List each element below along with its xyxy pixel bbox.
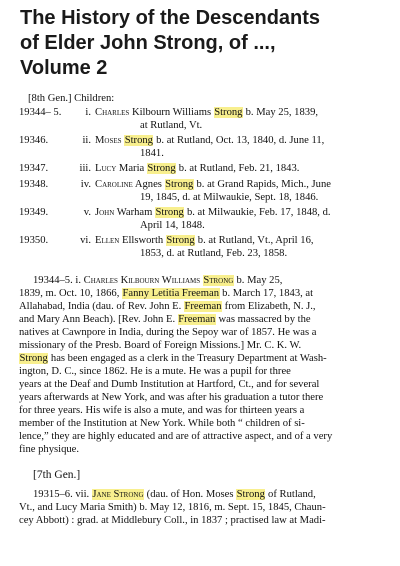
middle-name: Agnes [132, 179, 165, 190]
entry-roman: vi. [80, 235, 91, 246]
given-name: Ellen [95, 235, 120, 246]
surname-highlight: Strong [124, 135, 153, 146]
para-text: 1839, m. Oct. 10, 1866, [19, 288, 122, 299]
entry-text [95, 134, 324, 147]
entry-continuation: 1841. [140, 148, 164, 159]
entry-text [95, 106, 318, 119]
person-name-highlight: Jane Strong [92, 489, 144, 500]
given-name: Lucy [95, 163, 117, 174]
para-text: of Rutland, [265, 489, 316, 500]
surname-highlight: Strong [155, 207, 184, 218]
para-line [19, 300, 316, 313]
para-line: natives at Cawnpore in India, during the Sepoy war of 1857. He was a [19, 327, 317, 338]
entry-number: 19348. [19, 179, 49, 190]
title-line: Volume 2 [20, 57, 108, 79]
entry-detail: b. at Milwaukie, Feb. 17, 1848, d. [184, 207, 331, 218]
para-text: has been engaged as a clerk in the Treasury Department at Wash- [48, 353, 327, 364]
surname-highlight: Strong [165, 179, 194, 190]
para-line: cey Abbott) : grad. at Middlebury Coll., in 1837 ; practised law at Madi- [19, 515, 326, 526]
para-line: lence,” they are highly educated and are of attractive aspect, and of a very [19, 431, 333, 442]
given-name: Caroline [95, 179, 133, 190]
surname-highlight: Strong [166, 235, 195, 246]
para-text: from Elizabeth, N. J., [222, 301, 316, 312]
entry-number: 19350. [19, 235, 49, 246]
para-line: missionary of the Presb. Board of Foreign Missions.] Mr. C. K. W. [19, 340, 302, 351]
entry-text [95, 234, 314, 247]
given-name: Charles [95, 107, 130, 118]
middle-name: Ellsworth [119, 235, 166, 246]
para-text: and Mary Ann Beach). [Rev. John E. [19, 314, 178, 325]
entry-number: 19346. [19, 135, 49, 146]
surname-highlight: Strong [214, 107, 243, 118]
entry-detail: b. at Rutland, Vt., April 16, [195, 235, 314, 246]
para-line: ington, D. C., since 1862. He is a mute. He was a pupil for three [19, 366, 291, 377]
middle-name: Warham [114, 207, 156, 218]
entry-detail: b. May 25, 1839, [242, 107, 319, 118]
para-line: member of the Institution at New York. While both “ children of si- [19, 418, 305, 429]
para-line: fine physique. [19, 444, 80, 455]
entry-number: 19344–5. i. [33, 275, 84, 286]
entry-detail: b. at Rutland, Oct. 13, 1840, d. June 11, [153, 135, 325, 146]
surname-highlight: Strong [19, 353, 48, 364]
given-name: Moses [95, 135, 122, 146]
entry-roman: v. [83, 207, 91, 218]
entry-roman: iii. [79, 163, 91, 174]
entry-text [95, 178, 331, 191]
entry-continuation: 19, 1845, d. at Milwaukie, Sept. 18, 1846. [140, 192, 319, 203]
surname-highlight: Strong [203, 275, 234, 286]
surname-highlight: Freeman [184, 301, 222, 312]
entry-number: 19344– 5. [19, 107, 62, 118]
entry-detail: b. at Grand Rapids, Mich., June [193, 179, 331, 190]
middle-name: Kilbourn Williams [129, 107, 214, 118]
entry-continuation: April 14, 1848. [140, 220, 205, 231]
title-line: of Elder John Strong, of ..., [20, 32, 276, 54]
entry-number: 19347. [19, 163, 49, 174]
given-name: John [95, 207, 115, 218]
middle-name: Maria [116, 163, 147, 174]
para-line [19, 313, 311, 326]
para-text: (dau. of Hon. Moses [144, 489, 237, 500]
book-title [20, 6, 392, 81]
para-text: b. May 25, [233, 275, 283, 286]
surname-highlight: Strong [236, 489, 265, 500]
entry-detail: b. at Rutland, Feb. 21, 1843. [176, 163, 300, 174]
entry-continuation: at Rutland, Vt. [140, 120, 203, 131]
entry-roman: i. [85, 107, 91, 118]
surname-highlight: Freeman [178, 314, 216, 325]
entry-text [95, 206, 331, 219]
para-line [19, 287, 313, 300]
entry-continuation: 1853, d. at Rutland, Feb. 23, 1858. [140, 248, 288, 259]
para-line: Vt., and Lucy Maria Smith) b. May 12, 1816, m. Sept. 15, 1845, Chaun- [19, 502, 326, 513]
para-line [33, 274, 282, 287]
para-line: years afterwards at New York, and was after his graduation a tutor there [19, 392, 324, 403]
entry-text [95, 162, 299, 175]
gen7-header: [7th Gen.] [33, 469, 81, 481]
title-line: The History of the Descendants [20, 7, 321, 29]
para-text: was massacred by the [215, 314, 311, 325]
gen8-header: [8th Gen.] Children: [28, 93, 115, 104]
entry-number: 19349. [19, 207, 49, 218]
para-line [33, 488, 316, 501]
para-line: years at the Deaf and Dumb Institution at Hartford, Ct., and for several [19, 379, 320, 390]
para-line: for three years. His wife is also a mute, and was for thirteen years a [19, 405, 305, 416]
entry-roman: ii. [82, 135, 91, 146]
para-text: b. March 17, 1843, at [219, 288, 314, 299]
para-line [19, 352, 327, 365]
entry-number: 19315–6. vii. [33, 489, 92, 500]
para-text: Allahabad, India (dau. of Rev. John E. [19, 301, 184, 312]
person-name: Charles Kilbourn Williams [83, 275, 203, 286]
entry-roman: iv. [80, 179, 91, 190]
spouse-name-highlight: Fanny Letitia Freeman [122, 288, 219, 299]
surname-highlight: Strong [147, 163, 176, 174]
